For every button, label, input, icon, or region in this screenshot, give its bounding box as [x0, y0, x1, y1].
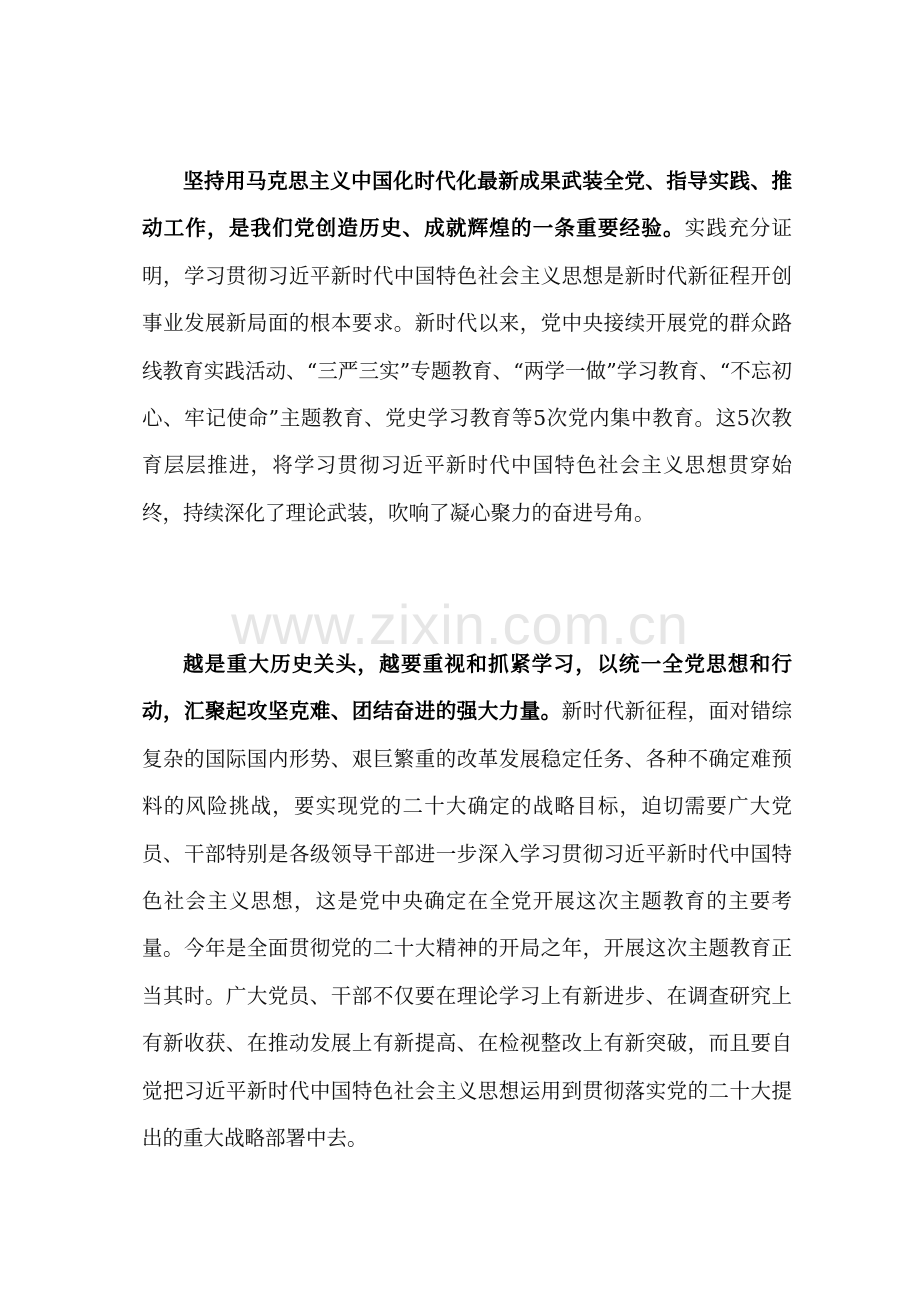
paragraph-2-lead: 越是重大历史关头，越要重视和抓紧学习，以统一全党思想和行动，汇聚起攻坚克难、团结奋进的强大力量。 [142, 652, 792, 724]
paragraph-1-lead: 坚持用马克思主义中国化时代化最新成果武装全党、指导实践、推动工作，是我们党创造历史、成就辉煌的一条重要经验。 [142, 169, 792, 241]
watermark-text: www.zixin.com.cn [231, 593, 689, 656]
paragraph-1-body: 实践充分证明，学习贯彻习近平新时代中国特色社会主义思想是新时代新征程开创事业发展新局面的根本要求。新时代以来，党中央接续开展党的群众路线教育实践活动、“三严三实”专题教育、“两学一做”学习教育、“不忘初心、牢记使命”主题教育、党史学习教育等5次党内集中教育。这5次教育层层推进，将学习贯彻习近平新时代中国特色社会主义思想贯穿始终，持续深化了理论武装，吹响了凝心聚力的奋进号角。 [142, 216, 792, 525]
paragraph-2-body: 新时代新征程，面对错综复杂的国际国内形势、艰巨繁重的改革发展稳定任务、各种不确定难预料的风险挑战，要实现党的二十大确定的战略目标，迫切需要广大党员、干部特别是各级领导干部进一步深入学习贯彻习近平新时代中国特色社会主义思想，这是党中央确定在全党开展这次主题教育的主要考量。今年是全面贯彻党的二十大精神的开局之年，开展这次主题教育正当其时。广大党员、干部不仅要在理论学习上有新进步、在调查研究上有新收获、在推动发展上有新提高、在检视整改上有新突破，而且要自觉把习近平新时代中国特色社会主义思想运用到贯彻落实党的二十大提出的重大战略部署中去。 [142, 699, 793, 1151]
paragraph-1 [142, 158, 792, 537]
paragraph-2 [142, 641, 792, 1162]
